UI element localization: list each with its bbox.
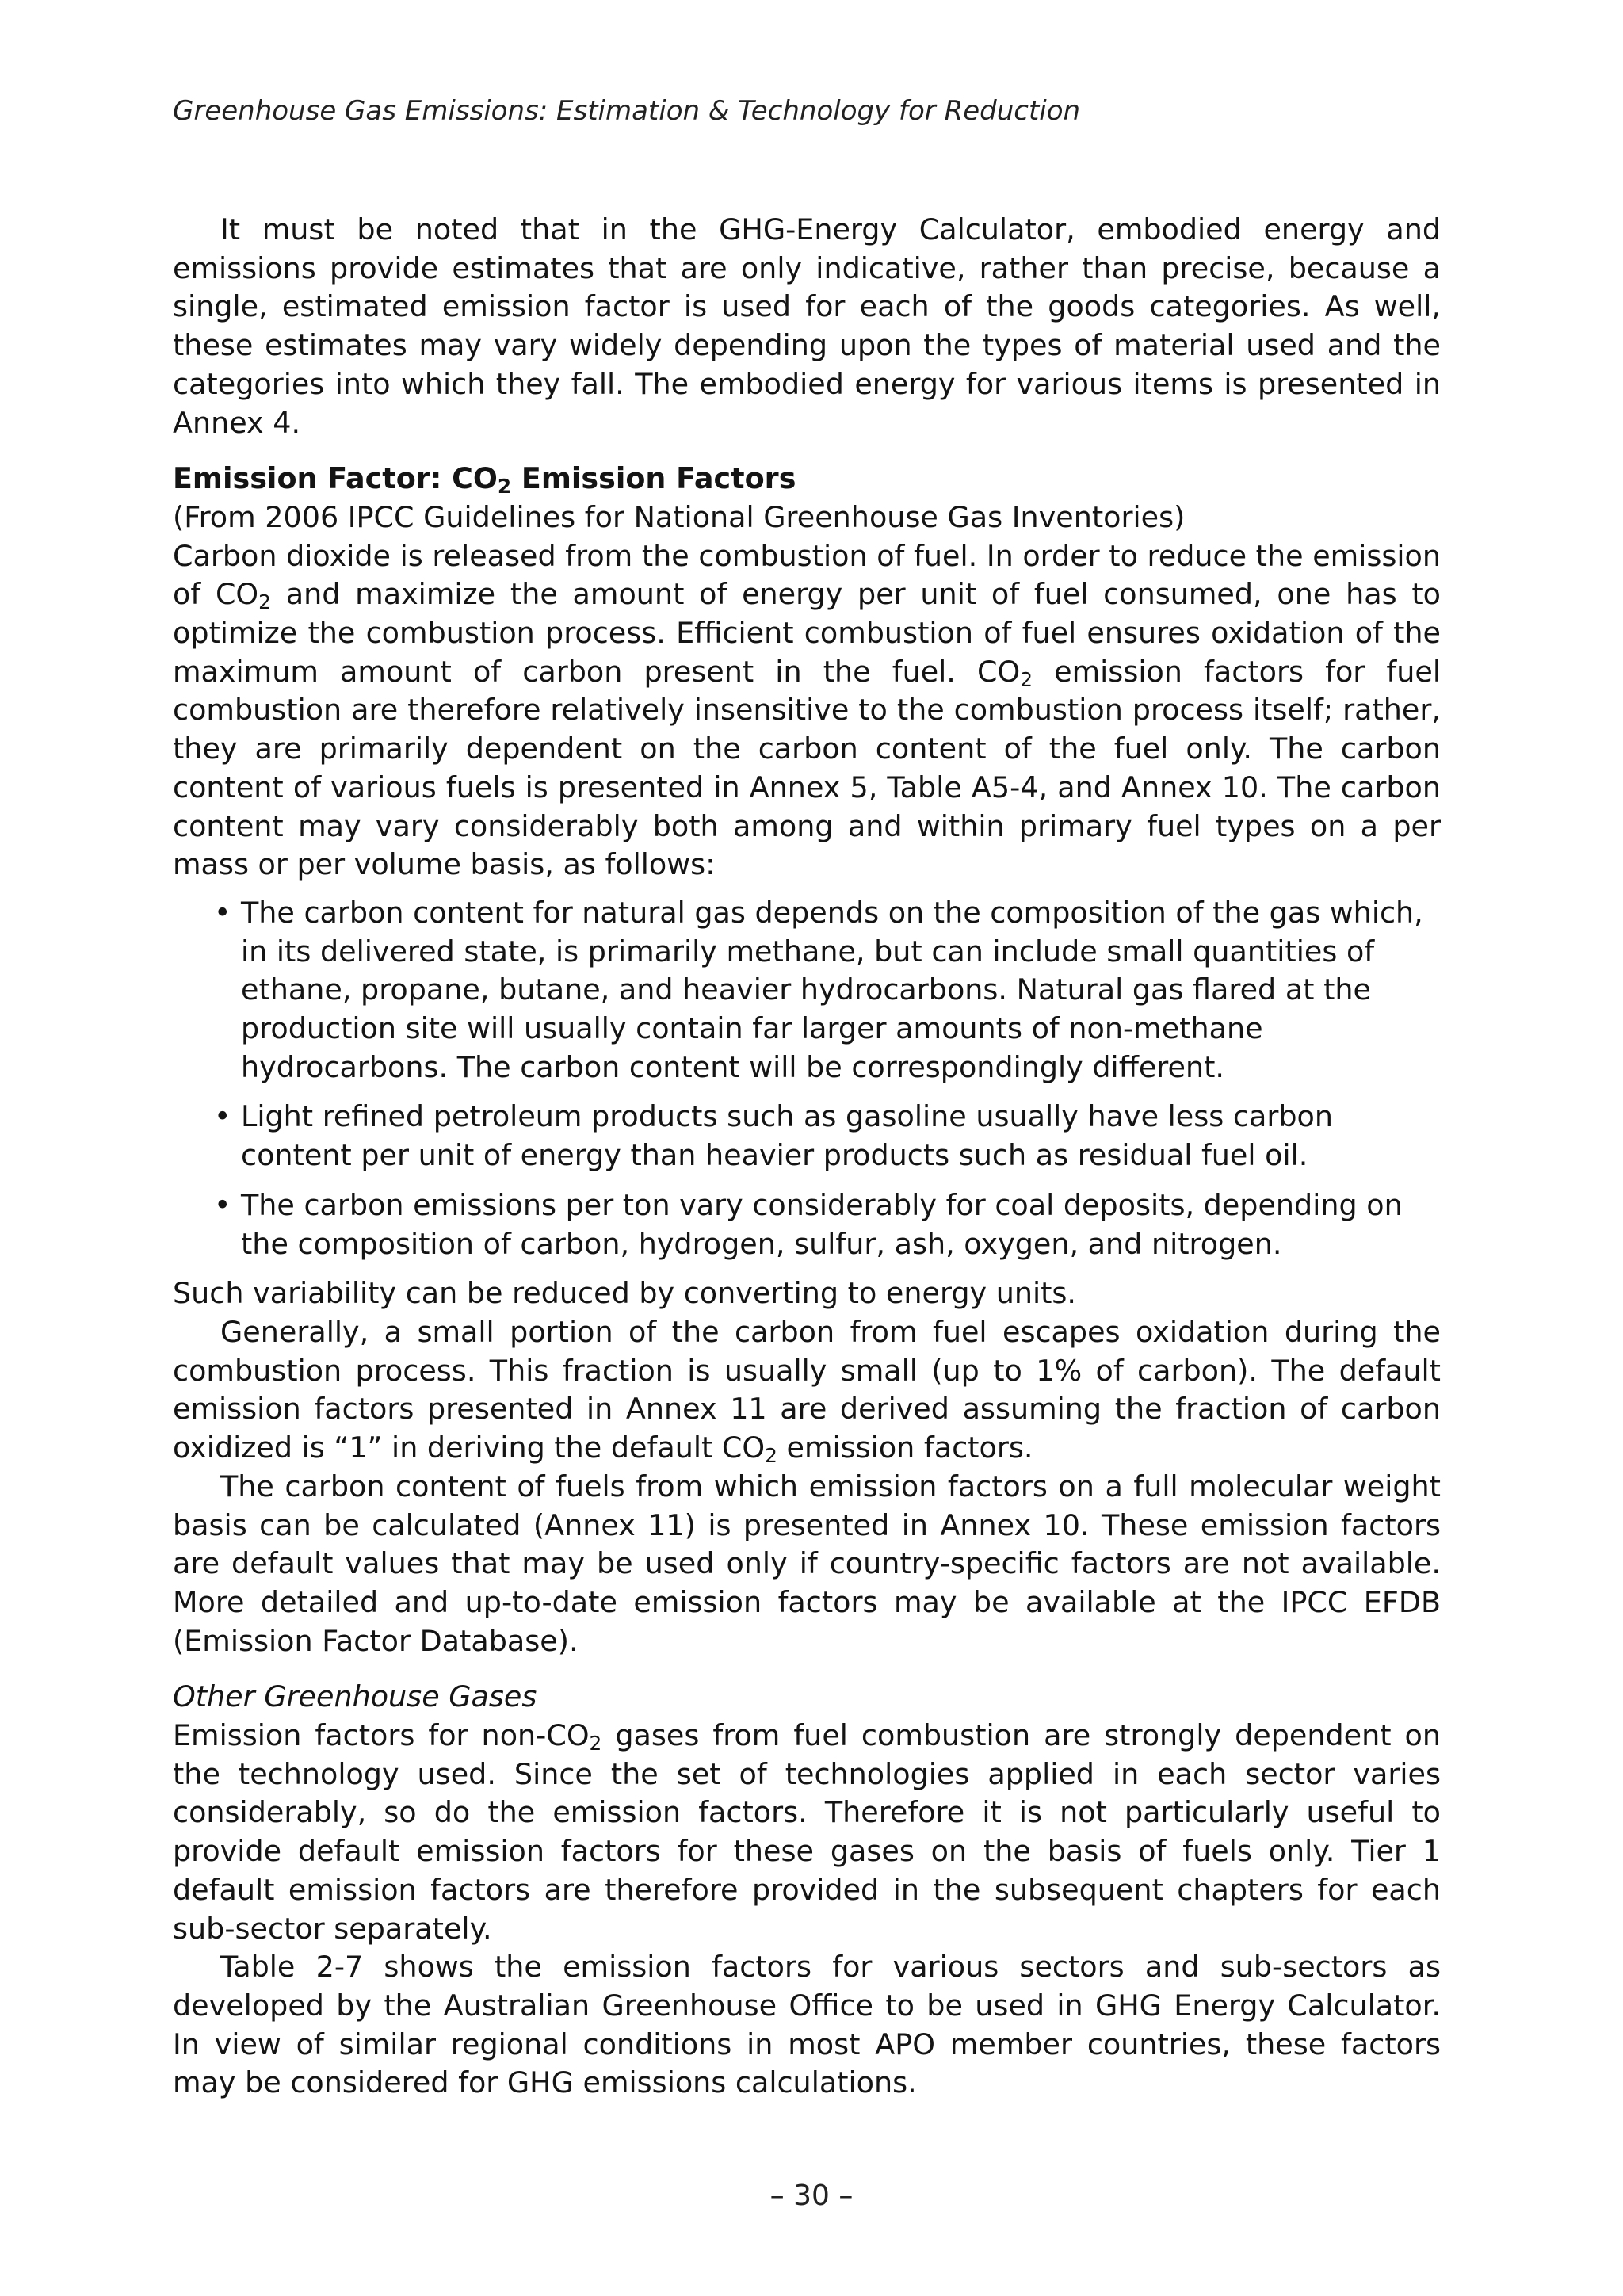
bullet-text-coal: The carbon emissions per ton vary considerably for coal deposits, depending on the composition of carbon, hydrogen, sulfur, ash, oxygen, and nitrogen. [241, 1187, 1403, 1261]
co2-paragraph-1 [173, 537, 1441, 884]
list-item [214, 894, 1441, 1087]
co2-p2-part1: Generally, a small portion of the carbon from fuel escapes oxidation during the combustion process. This fraction is usually small (up to 1% of carbon). The default emission factors presented in Annex 11 are derived assuming the fraction of carbon oxidized is “1” in deriving the default CO [173, 1314, 1441, 1465]
list-item [214, 1098, 1441, 1175]
co2-p1-subscript-1: 2 [258, 590, 271, 614]
co2-paragraph-3: The carbon content of fuels from which emission factors on a full molecular weight basis can be calculated (Annex 11) is presented in Annex 10. These emission factors are default values that may be used only if country-specific factors are not available. More detailed and up-to-date emission factors may be available at the IPCC EFDB (Emission Factor Database). [173, 1469, 1441, 1658]
co2-p1-part2: and maximize the amount of energy per unit of fuel consumed, one has to optimize the combustion process. Efficient combustion of fuel ensures oxidation of the maximum amount of carbon present in the fuel. CO [173, 577, 1442, 689]
bullet-text-natural-gas: The carbon content for natural gas depends on the composition of the gas which, in its delivered state, is primarily methane, but can include small quantities of ethane, propane, butane, and heavier hydrocarbons. Natural gas flared at the production site will usually contain far larger amounts of non-methane hydrocarbons. The carbon content will be correspondingly different. [241, 895, 1423, 1084]
carbon-content-bullet-list [173, 894, 1441, 1263]
list-item [214, 1186, 1441, 1263]
other-p1-part1: Emission factors for non-CO [173, 1718, 590, 1753]
other-p1-subscript: 2 [589, 1732, 602, 1755]
co2-section-heading [173, 460, 1441, 499]
co2-p2-part2: emission factors. [777, 1431, 1033, 1465]
co2-source-line: (From 2006 IPCC Guidelines for National Greenhouse Gas Inventories) [173, 499, 1186, 534]
other-p1-part2: gases from fuel combustion are strongly dependent on the technology used. Since the set of technologies applied in each sector varies considerably, so do the emission factors. Therefore it is not particularly useful to provide default emission factors for these gases on the basis of fuels only. Tier 1 default emission factors are therefore provided in the subsequent chapters for each sub-sector separately. [173, 1718, 1441, 1946]
page-number: – 30 – [769, 2179, 854, 2212]
bullet-icon: • [214, 1099, 231, 1134]
co2-p1-subscript-2: 2 [1020, 667, 1033, 691]
bullet-text-petroleum: Light refined petroleum products such as gasoline usually have less carbon content per unit of energy than heavier products such as residual fuel oil. [241, 1099, 1333, 1173]
intro-paragraph: It must be noted that in the GHG-Energy Calculator, embodied energy and emissions provide estimates that are only indicative, rather than precise, because a single, estimated emission factor is used for each of the goods categories. As well, these estimates may vary widely depending upon the types of material used and the categories into which they fall. The embodied energy for various items is presented in Annex 4. [173, 212, 1441, 440]
other-gases-paragraph-2: Table 2-7 shows the emission factors for various sectors and sub-sectors as developed by the Australian Greenhouse Office to be used in GHG Energy Calculator. In view of similar regional conditions in most APO member countries, these factors may be considered for GHG emissions calculations. [173, 1950, 1441, 2100]
other-gases-heading: Other Greenhouse Gases [173, 1679, 537, 1714]
co2-heading-suffix: Emission Factors [511, 461, 796, 496]
co2-p1-part3: emission factors for fuel combustion are therefore relatively insensitive to the combustion process itself; rather, they are primarily dependent on the carbon content of the fuel only. The carbon content of various fuels is presented in Annex 5, Table A5-4, and Annex 10. The carbon content may vary considerably both among and within primary fuel types on a per mass or per volume basis, as follows: [173, 654, 1441, 882]
co2-p2-subscript: 2 [765, 1444, 777, 1468]
co2-heading-subscript: 2 [497, 475, 512, 499]
co2-p1-part1: Carbon dioxide is released from the combustion of fuel. In order to reduce the emission of CO [173, 538, 1441, 612]
page-body [173, 211, 1441, 2103]
bullet-icon: • [214, 1187, 231, 1222]
bullet-icon: • [214, 895, 231, 930]
running-header: Greenhouse Gas Emissions: Estimation & Technology for Reduction [173, 95, 1081, 127]
co2-heading-prefix: Emission Factor: CO [173, 461, 498, 496]
variability-line: Such variability can be reduced by converting to energy units. [173, 1276, 1077, 1311]
other-gases-paragraph-1 [173, 1717, 1441, 1948]
co2-paragraph-2 [173, 1313, 1441, 1468]
